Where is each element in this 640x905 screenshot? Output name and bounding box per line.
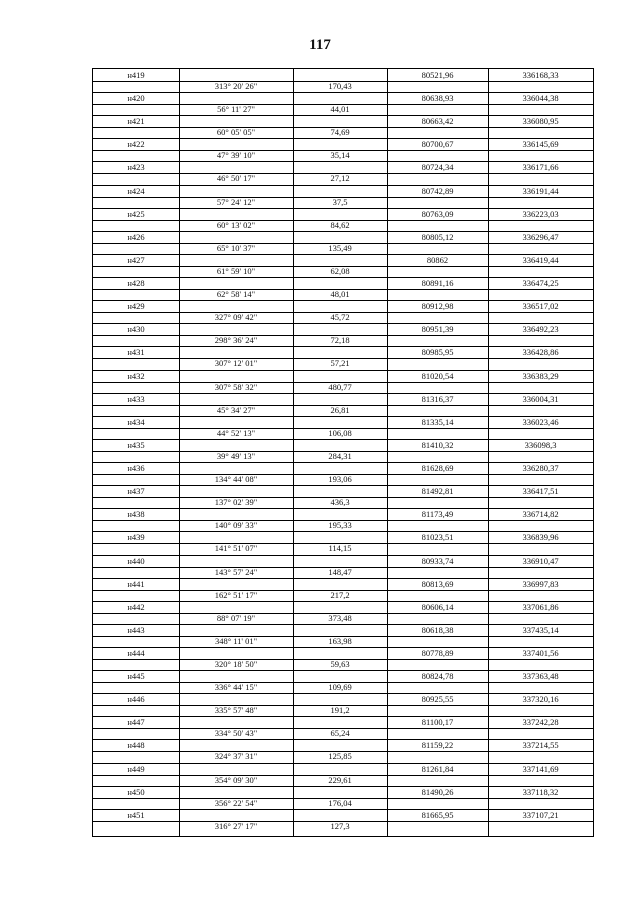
point-x-coordinate: 81159,22 [421,740,454,750]
segment-direction-angle: 356° 22' 54" [214,798,258,808]
row-divider [93,601,593,602]
point-row [93,370,593,382]
point-y-coordinate: 337214,55 [522,740,559,750]
segment-length: 193,06 [328,474,352,484]
segment-row [179,428,387,439]
point-x-coordinate: 81100,17 [421,717,454,727]
point-y-coordinate: 337435,14 [522,625,559,635]
segment-row [179,520,387,531]
segment-direction-angle: 137° 02' 39" [214,497,258,507]
point-row [93,138,593,150]
point-row [93,809,593,821]
point-x-coordinate: 81628,69 [421,463,454,473]
row-divider [93,208,593,209]
point-x-coordinate: 80618,38 [421,625,454,635]
segment-row [179,335,387,346]
row-divider [93,439,593,440]
segment-direction-angle: 348° 11' 01" [214,636,258,646]
segment-direction-angle: 307° 58' 32" [214,382,258,392]
segment-direction-angle: 39° 49' 13" [216,451,256,461]
point-name: н432 [127,371,145,381]
point-name: н436 [127,463,145,473]
segment-row [179,382,387,393]
segment-row [179,173,387,184]
point-x-coordinate: 80742,89 [421,186,454,196]
point-row [93,185,593,197]
point-y-coordinate: 336383,29 [522,371,559,381]
row-divider [93,555,593,556]
point-name: н420 [127,93,145,103]
segment-row [179,81,387,92]
point-row [93,716,593,728]
point-x-coordinate: 80985,95 [421,347,454,357]
point-name: н438 [127,509,145,519]
point-row [93,531,593,543]
segment-row [179,682,387,693]
point-x-coordinate: 80606,14 [421,602,454,612]
point-x-coordinate: 80778,89 [421,648,454,658]
segment-row [179,220,387,231]
segment-direction-angle: 327° 09' 42" [214,312,258,322]
segment-direction-angle: 334° 50' 43" [214,728,258,738]
segment-length: 74,69 [330,127,350,137]
point-y-coordinate: 336839,96 [522,532,559,542]
segment-row [179,104,387,115]
point-row [93,578,593,590]
segment-length: 106,08 [328,428,352,438]
segment-row [179,127,387,138]
point-row [93,601,593,613]
point-name: н439 [127,532,145,542]
segment-row [179,821,387,832]
segment-length: 72,18 [330,335,350,345]
segment-length: 170,43 [328,81,352,91]
point-name: н429 [127,301,145,311]
point-name: н448 [127,740,145,750]
row-divider [93,254,593,255]
row-divider [93,370,593,371]
segment-direction-angle: 60° 13' 02" [216,220,256,230]
point-y-coordinate: 337242,28 [522,717,559,727]
segment-length: 37,5 [332,197,348,207]
row-divider [93,763,593,764]
row-divider [93,185,593,186]
segment-length: 44,01 [330,104,350,114]
point-y-coordinate: 336417,51 [522,486,559,496]
segment-row [179,705,387,716]
segment-length: 45,72 [330,312,350,322]
point-row [93,670,593,682]
segment-direction-angle: 57° 24' 12" [216,197,256,207]
point-name: н424 [127,186,145,196]
row-divider [93,277,593,278]
row-divider [93,624,593,625]
segment-length: 217,2 [330,590,350,600]
segment-row [179,613,387,624]
point-x-coordinate: 80824,78 [421,671,454,681]
point-y-coordinate: 336428,86 [522,347,559,357]
point-name: н447 [127,717,145,727]
point-x-coordinate: 80912,98 [421,301,454,311]
point-x-coordinate: 80862 [426,255,449,265]
segment-length: 48,01 [330,289,350,299]
segment-direction-angle: 60° 05' 05" [216,127,256,137]
row-divider [93,531,593,532]
segment-direction-angle: 324° 37' 31" [214,751,258,761]
point-x-coordinate: 81316,37 [421,394,454,404]
point-x-coordinate: 81020,54 [421,371,454,381]
point-x-coordinate: 81023,51 [421,532,454,542]
segment-row [179,474,387,485]
point-y-coordinate: 336191,44 [522,186,559,196]
point-y-coordinate: 336714,82 [522,509,559,519]
point-y-coordinate: 336145,69 [522,139,559,149]
point-name: н437 [127,486,145,496]
point-x-coordinate: 80724,34 [421,162,454,172]
segment-direction-angle: 134° 44' 08" [214,474,258,484]
row-divider [93,393,593,394]
segment-row [179,405,387,416]
segment-direction-angle: 56° 11' 27" [217,104,255,114]
point-name: н442 [127,602,145,612]
segment-direction-angle: 47° 39' 10" [216,150,256,160]
segment-row [179,567,387,578]
point-x-coordinate: 80891,16 [421,278,454,288]
segment-row [179,451,387,462]
segment-length: 114,15 [328,543,352,553]
point-y-coordinate: 336517,02 [522,301,559,311]
point-row [93,439,593,451]
point-y-coordinate: 336223,03 [522,209,559,219]
point-x-coordinate: 81490,26 [421,787,454,797]
point-row [93,346,593,358]
point-y-coordinate: 336492,23 [522,324,559,334]
segment-direction-angle: 141° 51' 07" [214,543,258,553]
point-row [93,739,593,751]
segment-length: 26,81 [330,405,350,415]
row-divider [93,508,593,509]
point-x-coordinate: 80933,74 [421,556,454,566]
segment-row [179,798,387,809]
segment-length: 59,63 [330,659,350,669]
point-x-coordinate: 80700,67 [421,139,454,149]
point-name: н428 [127,278,145,288]
segment-row [179,728,387,739]
point-name: н443 [127,625,145,635]
segment-direction-angle: 45° 34' 27" [216,405,256,415]
point-x-coordinate: 80763,09 [421,209,454,219]
point-y-coordinate: 337118,32 [522,787,559,797]
point-x-coordinate: 80951,39 [421,324,454,334]
point-y-coordinate: 337141,69 [522,764,559,774]
segment-row [179,590,387,601]
segment-row [179,197,387,208]
point-x-coordinate: 80521,96 [421,70,454,80]
row-divider [93,716,593,717]
segment-length: 27,12 [330,173,350,183]
point-x-coordinate: 80805,12 [421,232,454,242]
point-row [93,647,593,659]
row-divider [93,346,593,347]
point-row [93,462,593,474]
segment-length: 436,3 [330,497,350,507]
point-name: н426 [127,232,145,242]
segment-length: 284,31 [328,451,352,461]
segment-direction-angle: 162° 51' 17" [214,590,258,600]
point-y-coordinate: 337107,21 [522,810,559,820]
segment-row [179,497,387,508]
point-y-coordinate: 336419,44 [522,255,559,265]
segment-length: 135,49 [328,243,352,253]
point-row [93,693,593,705]
point-x-coordinate: 81261,84 [421,764,454,774]
segment-direction-angle: 44° 52' 13" [216,428,256,438]
point-name: н449 [127,764,145,774]
point-y-coordinate: 337401,56 [522,648,559,658]
point-name: н425 [127,209,145,219]
point-y-coordinate: 336168,33 [522,70,559,80]
point-row [93,208,593,220]
segment-direction-angle: 307° 12' 01" [214,358,258,368]
point-row [93,277,593,289]
point-row [93,508,593,520]
point-row [93,254,593,266]
point-row [93,624,593,636]
point-name: н422 [127,139,145,149]
page-number: 117 [309,37,331,53]
segment-direction-angle: 316° 27' 17" [214,821,258,831]
segment-length: 163,98 [328,636,352,646]
coordinates-table [92,68,594,837]
point-name: н440 [127,556,145,566]
point-x-coordinate: 81665,95 [421,810,454,820]
segment-direction-angle: 313° 20' 26" [214,81,258,91]
segment-row [179,543,387,554]
row-divider [93,809,593,810]
segment-row [179,150,387,161]
segment-row [179,358,387,369]
point-name: н431 [127,347,145,357]
point-row [93,300,593,312]
row-divider [93,693,593,694]
segment-row [179,636,387,647]
point-x-coordinate: 80638,93 [421,93,454,103]
row-divider [93,739,593,740]
point-row [93,323,593,335]
row-divider [93,786,593,787]
point-name: н450 [127,787,145,797]
segment-length: 84,62 [330,220,350,230]
segment-length: 57,21 [330,358,350,368]
segment-length: 62,08 [330,266,350,276]
segment-length: 191,2 [330,705,350,715]
segment-length: 109,69 [328,682,352,692]
point-y-coordinate: 336044,38 [522,93,559,103]
segment-row [179,751,387,762]
point-x-coordinate: 81492,81 [421,486,454,496]
row-divider [93,115,593,116]
point-x-coordinate: 80663,42 [421,116,454,126]
point-name: н451 [127,810,145,820]
segment-direction-angle: 143° 57' 24" [214,567,258,577]
segment-direction-angle: 335° 57' 48" [214,705,258,715]
point-y-coordinate: 337320,16 [522,694,559,704]
segment-length: 176,04 [328,798,352,808]
row-divider [93,92,593,93]
segment-direction-angle: 46° 50' 17" [216,173,256,183]
point-y-coordinate: 336171,66 [522,162,559,172]
point-row [93,115,593,127]
segment-direction-angle: 298° 36' 24" [214,335,258,345]
segment-direction-angle: 88° 07' 19" [216,613,256,623]
segment-row [179,775,387,786]
segment-row [179,289,387,300]
row-divider [93,647,593,648]
point-name: н435 [127,440,145,450]
segment-direction-angle: 354° 09' 30" [214,775,258,785]
point-name: н441 [127,579,145,589]
segment-length: 373,48 [328,613,352,623]
point-row [93,161,593,173]
point-row [93,393,593,405]
point-x-coordinate: 80813,69 [421,579,454,589]
segment-direction-angle: 61° 59' 10" [216,266,256,276]
segment-length: 480,77 [328,382,352,392]
point-x-coordinate: 81173,49 [421,509,454,519]
segment-row [179,659,387,670]
point-name: н419 [127,70,145,80]
segment-length: 229,61 [328,775,352,785]
row-divider [93,323,593,324]
point-row [93,69,593,81]
segment-direction-angle: 140° 09' 33" [214,520,258,530]
point-name: н444 [127,648,145,658]
row-divider [93,138,593,139]
segment-direction-angle: 320° 18' 50" [214,659,258,669]
segment-direction-angle: 336° 44' 15" [214,682,258,692]
row-divider [93,231,593,232]
point-row [93,786,593,798]
point-row [93,92,593,104]
segment-direction-angle: 65° 10' 37" [216,243,256,253]
point-row [93,763,593,775]
row-divider [93,416,593,417]
point-row [93,555,593,567]
point-row [93,231,593,243]
point-name: н433 [127,394,145,404]
segment-row [179,312,387,323]
point-y-coordinate: 336997,83 [522,579,559,589]
segment-length: 127,3 [330,821,350,831]
segment-length: 35,14 [330,150,350,160]
row-divider [93,161,593,162]
point-name: н430 [127,324,145,334]
row-divider [93,578,593,579]
point-x-coordinate: 80925,55 [421,694,454,704]
point-y-coordinate: 337061,86 [522,602,559,612]
segment-length: 148,47 [328,567,352,577]
point-y-coordinate: 336023,46 [522,417,559,427]
point-row [93,416,593,428]
row-divider [93,670,593,671]
point-name: н446 [127,694,145,704]
point-y-coordinate: 336080,95 [522,116,559,126]
row-divider [93,300,593,301]
point-y-coordinate: 337363,48 [522,671,559,681]
segment-length: 125,85 [328,751,352,761]
point-y-coordinate: 336296,47 [522,232,559,242]
segment-length: 65,24 [330,728,350,738]
point-y-coordinate: 336474,25 [522,278,559,288]
point-row [93,485,593,497]
point-name: н427 [127,255,145,265]
row-divider [93,462,593,463]
point-y-coordinate: 336098,3 [524,440,557,450]
point-y-coordinate: 336004,31 [522,394,559,404]
segment-direction-angle: 62° 58' 14" [216,289,256,299]
point-x-coordinate: 81410,32 [421,440,454,450]
segment-length: 195,33 [328,520,352,530]
point-y-coordinate: 336280,37 [522,463,559,473]
segment-row [179,266,387,277]
row-divider [93,485,593,486]
point-name: н434 [127,417,145,427]
point-name: н421 [127,116,145,126]
point-x-coordinate: 81335,14 [421,417,454,427]
point-name: н423 [127,162,145,172]
segment-row [179,243,387,254]
point-name: н445 [127,671,145,681]
point-y-coordinate: 336910,47 [522,556,559,566]
